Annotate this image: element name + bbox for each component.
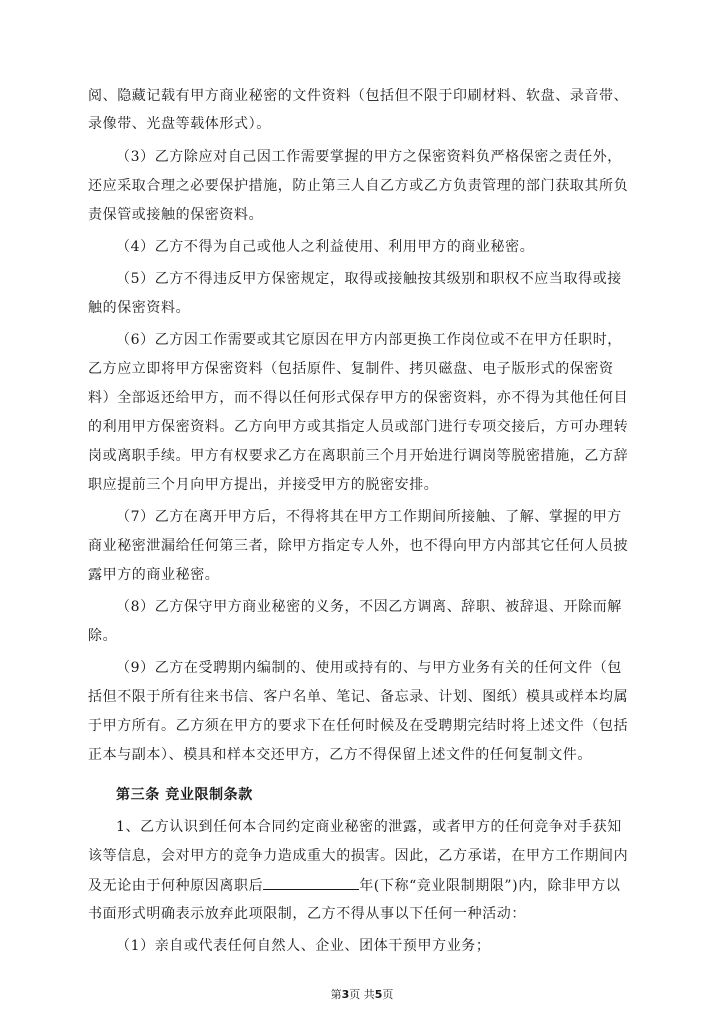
section3-para1: 1、乙方认识到任何本合同约定商业秘密的泄露，或者甲方的任何竞争对手获知: [116, 819, 622, 835]
clause-4: （4）乙方不得为自己或他人之利益使用、利用甲方的商业秘密。: [116, 239, 535, 255]
text-line: 录像带、光盘等载体形式）。: [88, 116, 271, 132]
text-line: 料）全部返还给甲方，而不得以任何形式保存甲方的保密资料，亦不得为其他任何目: [88, 390, 629, 406]
text-line: 责保管或接触的保密资料。: [88, 207, 264, 223]
clause-9: （9）乙方在受聘期内编制的、使用或持有的、与甲方业务有关的任何文件（包: [116, 660, 622, 676]
text-line: 岗或离职手续。甲方有权要求乙方在离职前三个月开始进行调岗等脱密措施，乙方辞: [88, 448, 629, 464]
footer-text: 第: [330, 988, 342, 1001]
footer-text: 页 共: [349, 988, 375, 1001]
text-segment: 及无论由于何种原因离职后: [88, 878, 264, 894]
page-footer: [0, 986, 724, 1002]
text-line: 露甲方的商业秘密。: [88, 567, 220, 583]
text-line: 该等信息，会对甲方的竞争力造成重大的损害。因此，乙方承诺，在甲方工作期间内: [88, 848, 629, 864]
text-line: 职应提前三个月向甲方提出，并接受甲方的脱密安排。: [88, 477, 439, 493]
text-line: 除。: [88, 628, 118, 644]
text-segment: 年(下称“竞业限制期限”)内，除非甲方以: [359, 878, 621, 894]
text-line: 商业秘密泄漏给任何第三者，除甲方指定专人外，也不得向甲方内部其它任何人员披: [88, 538, 629, 554]
total-pages: 5: [374, 988, 383, 1001]
text-line: 于甲方所有。乙方须在甲方的要求下在任何时候及在受聘期完结时将上述文件（包括: [88, 718, 629, 734]
text-line: 的利用甲方保密资料。乙方向甲方或其指定人员或部门进行专项交接后，方可办理转: [88, 419, 629, 435]
text-line: 括但不限于所有往来书信、客户名单、笔记、备忘录、计划、图纸）模具或样本均属: [88, 689, 629, 705]
fill-in-blank: [263, 875, 359, 890]
text-line: 阅、隐藏记载有甲方商业秘密的文件资料（包括但不限于印刷材料、软盘、录音带、: [88, 88, 629, 104]
section3-item1: （1）亲自或代表任何自然人、企业、团体干预甲方业务；: [116, 938, 491, 954]
clause-8: （8）乙方保守甲方商业秘密的义务，不因乙方调离、辞职、被辞退、开除而解: [116, 599, 622, 615]
text-line-with-blank: [88, 875, 620, 895]
text-line: 正本与副本）、模具和样本交还甲方，乙方不得保留上述文件的任何复制文件。: [88, 747, 592, 763]
clause-3: （3）乙方除应对自己因工作需要掌握的甲方之保密资料负严格保密之责任外，: [116, 149, 622, 165]
footer-text: 页: [382, 988, 394, 1001]
clause-6: （6）乙方因工作需要或其它原因在甲方内部更换工作岗位或不在甲方任职时，: [116, 332, 622, 348]
text-line: 书面形式明确表示放弃此项限制，乙方不得从事以下任何一种活动：: [88, 906, 526, 922]
page-number: 3: [341, 988, 350, 1001]
clause-7: （7）乙方在离开甲方后，不得将其在甲方工作期间所接触、了解、掌握的甲方: [116, 509, 622, 525]
text-line: 还应采取合理之必要保护措施，防止第三人自乙方或乙方负责管理的部门获取其所负: [88, 178, 629, 194]
clause-5: （5）乙方不得违反甲方保密规定，取得或接触按其级别和职权不应当取得或接: [116, 271, 622, 287]
section-heading: 第三条 竞业限制条款: [116, 787, 253, 803]
text-line: 乙方应立即将甲方保密资料（包括原件、复制件、拷贝磁盘、电子版形式的保密资: [88, 361, 614, 377]
text-line: 触的保密资料。: [88, 300, 191, 316]
